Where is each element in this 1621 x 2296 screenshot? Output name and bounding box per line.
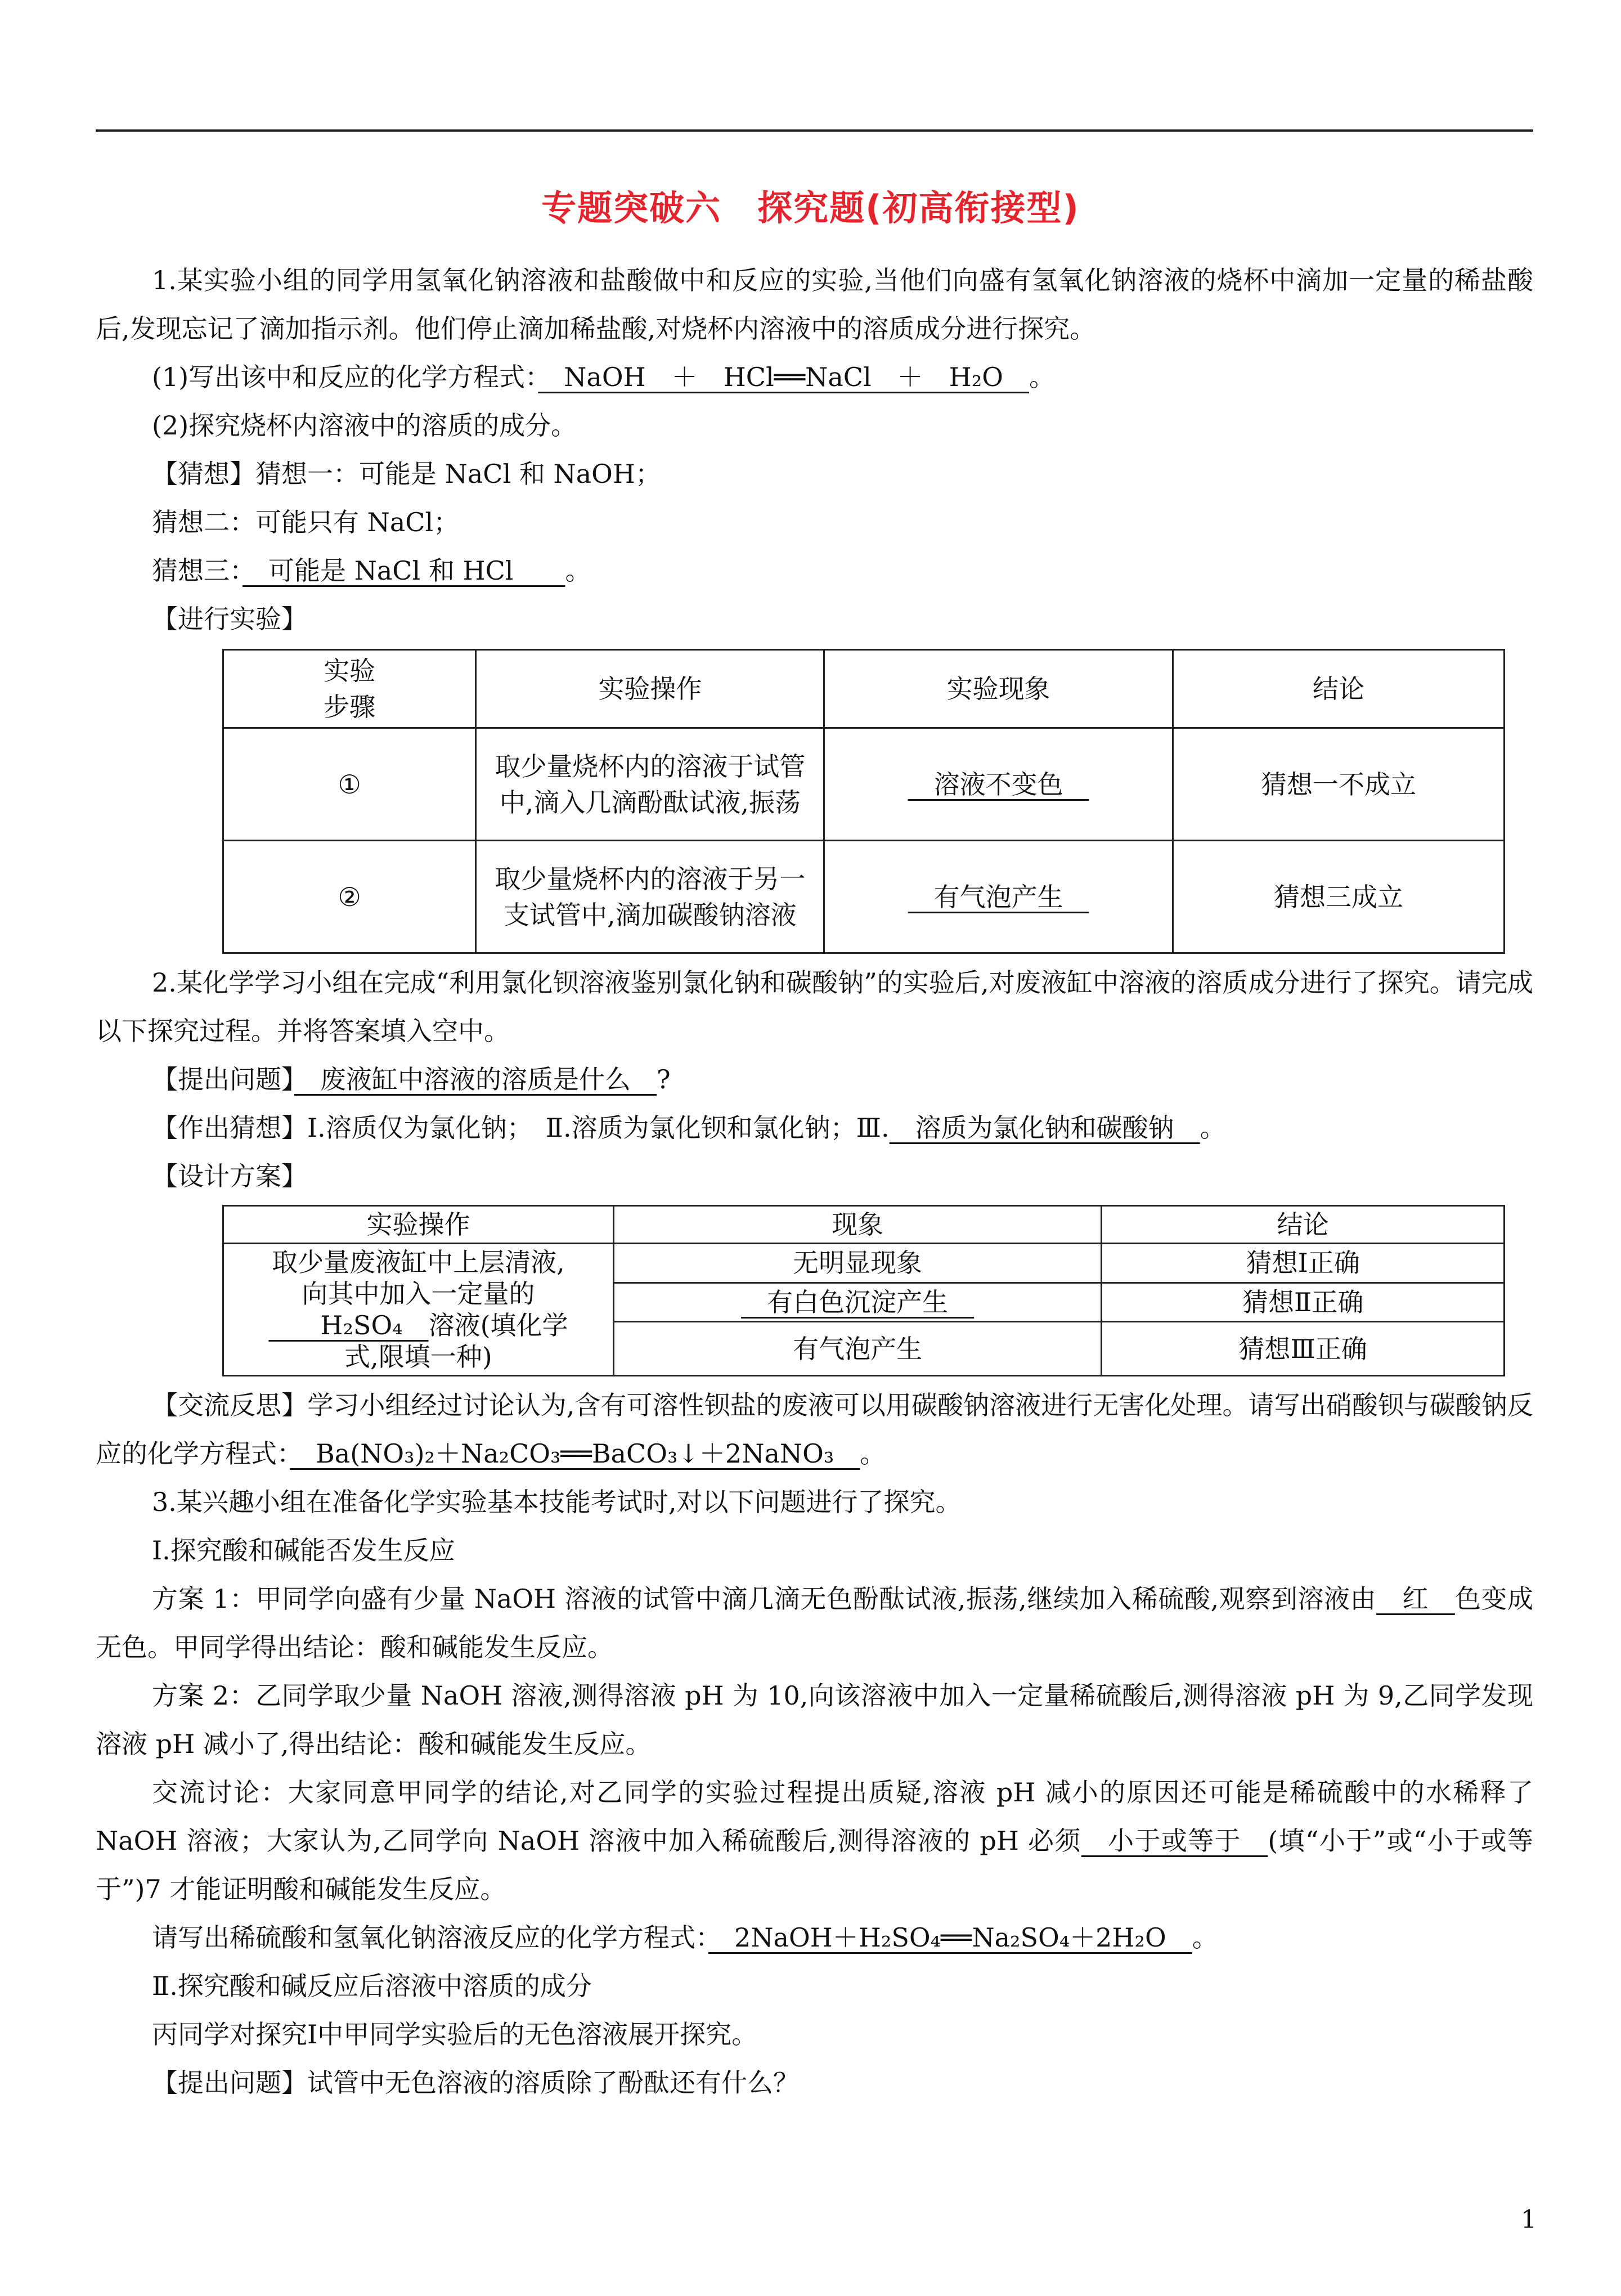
- q2-question-answer: 废液缸中溶液的溶质是什么: [294, 1064, 657, 1095]
- operation-answer: H₂SO₄: [268, 1310, 429, 1340]
- row-phenomenon: [613, 1282, 1101, 1322]
- q3-equation: [96, 1913, 1533, 1962]
- operation-line-1: 取少量废液缸中上层清液,: [272, 1247, 565, 1277]
- q3-question: 【提出问题】试管中无色溶液的溶质除了酚酞还有什么？: [152, 2068, 799, 2098]
- q1-guess3-suffix: 。: [565, 555, 591, 586]
- q2-question-prefix: 【提出问题】: [152, 1064, 294, 1095]
- q3-plan1-answer: 红: [1376, 1584, 1455, 1614]
- row-operation: [223, 1244, 614, 1376]
- header-rule: [96, 129, 1533, 132]
- operation-line-3: 溶液(填化学: [428, 1310, 568, 1340]
- q2-intro: 2.某化学学习小组在完成“利用氯化钡溶液鉴别氯化钠和碳酸钠”的实验后,对废液缸中溶液的溶质成分进行了探究。请完成以下探究过程。并将答案填入空中。: [96, 967, 1533, 1046]
- q1-sub1-answer: NaOH ＋ HCl══NaCl ＋ H₂O: [538, 362, 1029, 392]
- q3-equation-answer: 2NaOH＋H₂SO₄══Na₂SO₄＋2H₂O: [708, 1922, 1192, 1953]
- q3-part1-heading: Ⅰ.探究酸和碱能否发生反应: [152, 1535, 455, 1566]
- row-conclusion: 猜想Ⅰ正确: [1102, 1244, 1505, 1283]
- header-phenomenon: 实验现象: [824, 650, 1173, 728]
- q3-plan1-suffix: 色变成无色。甲同学得出结论：酸和碱能发生反应。: [96, 1584, 1533, 1662]
- q3-plan1: [96, 1575, 1533, 1671]
- q2-hypothesis-answer: 溶质为氯化钠和碳酸钠: [889, 1113, 1200, 1143]
- q1-guess3-answer: 可能是 NaCl 和 HCl: [243, 555, 565, 586]
- row-operation: 取少量烧杯内的溶液于另一支试管中,滴加碳酸钠溶液: [476, 841, 824, 953]
- q3-discussion-answer: 小于或等于: [1081, 1826, 1268, 1856]
- q2-reflection-answer: Ba(NO₃)₂＋Na₂CO₃══BaCO₃↓＋2NaNO₃: [290, 1438, 860, 1469]
- q3-equation-suffix: 。: [1192, 1922, 1218, 1953]
- q3-discussion-prefix: 交流讨论：大家同意甲同学的结论,对乙同学的实验过程提出质疑,溶液 pH 减小的原因还可能是稀硫酸中的水稀释了 NaOH 溶液；大家认为,乙同学向 NaOH 溶液中加入稀硫酸后,测得溶液的 pH 必须: [96, 1777, 1533, 1856]
- header-step: 实验 步骤: [223, 650, 476, 728]
- row-conclusion: 猜想一不成立: [1173, 728, 1504, 841]
- table-header-row: [223, 1206, 1505, 1244]
- q1-guess1: 【猜想】猜想一：可能是 NaCl 和 NaOH；: [152, 459, 661, 489]
- row-operation: 取少量烧杯内的溶液于试管中,滴入几滴酚酞试液,振荡: [476, 728, 824, 841]
- q3-plan1-prefix: 方案 1：甲同学向盛有少量 NaOH 溶液的试管中滴几滴无色酚酞试液,振荡,继续加入稀硫酸,观察到溶液由: [152, 1584, 1377, 1614]
- q2-design-table: [222, 1205, 1505, 1376]
- table-row: [223, 1244, 1505, 1283]
- q1-guess3-prefix: 猜想三：: [152, 555, 243, 586]
- q1-guess3: [96, 546, 1533, 595]
- row-conclusion: 猜想Ⅲ正确: [1102, 1322, 1505, 1376]
- q3-discussion: [96, 1768, 1533, 1913]
- row-phenomenon-answer: 有白色沉淀产生: [741, 1286, 975, 1317]
- table-header-row: [223, 650, 1505, 728]
- q2-reflection-prefix: 【交流反思】学习小组经过讨论认为,含有可溶性钡盐的废液可以用碳酸钠溶液进行无害化处理。请写出硝酸钡与碳酸钠反应的化学方程式：: [96, 1390, 1533, 1469]
- q1-sub1-prefix: (1)写出该中和反应的化学方程式：: [152, 362, 538, 392]
- q1-sub1: [96, 353, 1533, 401]
- table-row: [223, 841, 1505, 953]
- q2-question: [96, 1055, 1533, 1104]
- row-phenomenon: [824, 841, 1173, 953]
- q2-hypothesis-prefix: 【作出猜想】Ⅰ.溶质仅为氯化钠； Ⅱ.溶质为氯化钡和氯化钠；Ⅲ.: [152, 1113, 890, 1143]
- row-conclusion: 猜想Ⅱ正确: [1102, 1282, 1505, 1322]
- row-step: ①: [223, 728, 476, 841]
- row-step: ②: [223, 841, 476, 953]
- q1-experiment-heading: 【进行实验】: [152, 604, 307, 634]
- page-title: 专题突破六 探究题(初高衔接型): [541, 187, 1080, 228]
- row-phenomenon: [824, 728, 1173, 841]
- q3-discussion-suffix: (填“小于”或“小于或等于”)7 才能证明酸和碱能发生反应。: [96, 1826, 1534, 1904]
- header-phenomenon: 现象: [613, 1206, 1101, 1244]
- q3-plan2: 方案 2：乙同学取少量 NaOH 溶液,测得溶液 pH 为 10,向该溶液中加入一定量稀硫酸后,测得溶液 pH 为 9,乙同学发现溶液 pH 减小了,得出结论：酸和碱能发生反应。: [96, 1680, 1533, 1759]
- q2-design-heading: 【设计方案】: [152, 1161, 307, 1191]
- q3-part2-intro: 丙同学对探究Ⅰ中甲同学实验后的无色溶液展开探究。: [152, 2019, 758, 2050]
- header-operation: 实验操作: [223, 1206, 614, 1244]
- row-phenomenon: 有气泡产生: [613, 1322, 1101, 1376]
- header-operation: 实验操作: [476, 650, 824, 728]
- row-phenomenon-answer: 有气泡产生: [908, 881, 1089, 912]
- q2-question-suffix: ?: [657, 1064, 671, 1095]
- row-conclusion: 猜想三成立: [1173, 841, 1504, 953]
- q2-hypothesis-suffix: 。: [1200, 1113, 1226, 1143]
- q3-intro: 3.某兴趣小组在准备化学实验基本技能考试时,对以下问题进行了探究。: [152, 1487, 962, 1517]
- q1-guess2: 猜想二：可能只有 NaCl；: [152, 507, 460, 537]
- q1-experiment-table: [222, 649, 1505, 954]
- q2-hypothesis: [96, 1104, 1533, 1152]
- operation-line-4: 式,限填一种): [344, 1342, 492, 1372]
- page-number: 1: [1521, 2205, 1537, 2234]
- q3-equation-prefix: 请写出稀硫酸和氢氧化钠溶液反应的化学方程式：: [152, 1922, 708, 1953]
- q2-reflection-suffix: 。: [860, 1438, 886, 1469]
- q2-reflection: [96, 1381, 1533, 1478]
- q1-intro: 1.某实验小组的同学用氢氧化钠溶液和盐酸做中和反应的实验,当他们向盛有氢氧化钠溶液的烧杯中滴加一定量的稀盐酸后,发现忘记了滴加指示剂。他们停止滴加稀盐酸,对烧杯内溶液中的溶质成分进行探究。: [96, 265, 1533, 344]
- document-body: [96, 256, 1533, 2107]
- q1-sub1-suffix: 。: [1029, 362, 1055, 392]
- row-phenomenon-answer: 溶液不变色: [908, 769, 1089, 800]
- q1-sub2: (2)探究烧杯内溶液中的溶质的成分。: [152, 410, 577, 441]
- header-conclusion: 结论: [1173, 650, 1504, 728]
- table-row: [223, 728, 1505, 841]
- q3-part2-heading: Ⅱ.探究酸和碱反应后溶液中溶质的成分: [152, 1971, 592, 2001]
- operation-line-2: 向其中加入一定量的: [302, 1279, 535, 1309]
- header-conclusion: 结论: [1102, 1206, 1505, 1244]
- row-phenomenon: 无明显现象: [613, 1244, 1101, 1283]
